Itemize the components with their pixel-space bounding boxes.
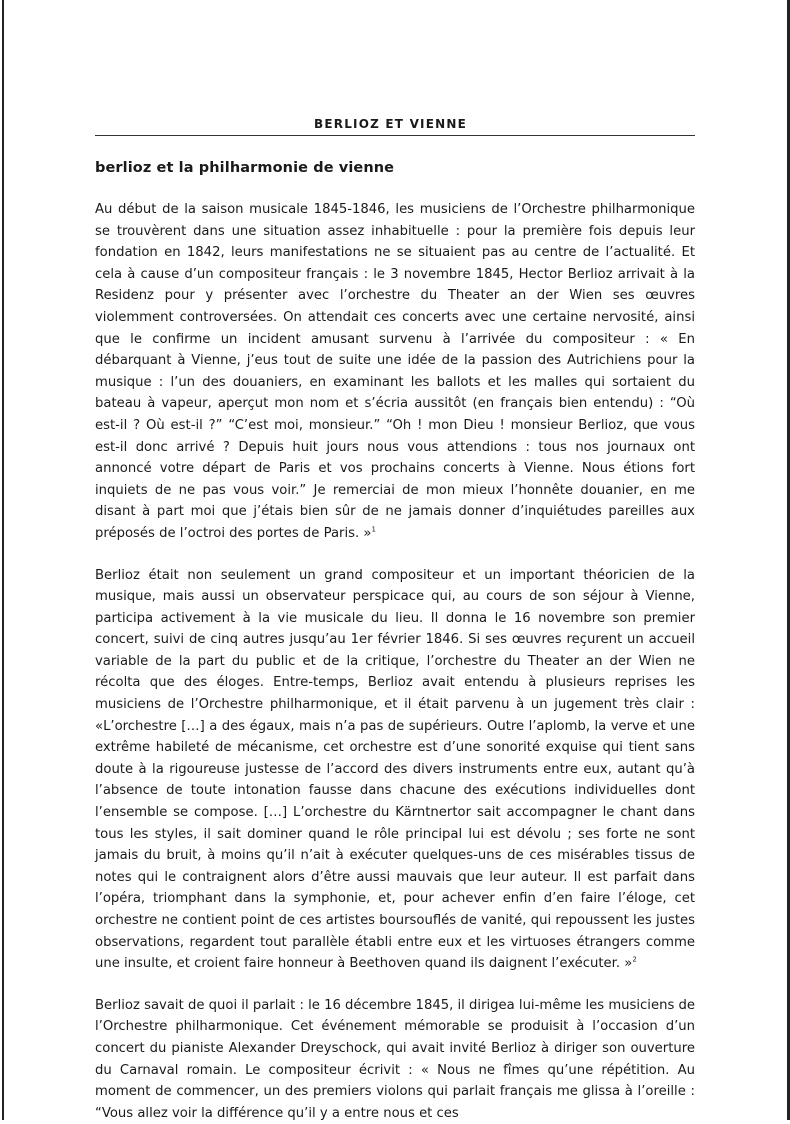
header-rule bbox=[95, 135, 695, 136]
footnote-ref-1: 1 bbox=[371, 525, 376, 534]
paragraph-3-text: Berlioz savait de quoi il parlait : le 16 décembre 1845, il dirigea lui-même les musiciens de l’Orchestre philharmonique. Cet événement mémorable se produisit à l’occasion d’un concert du pianiste Alexander Dreyschock, qui avait invité Berlioz à diriger son ouverture du Carnaval romain. Le compositeur écrivit : « Nous ne fîmes qu’une répétition. Au moment de commencer, un des premiers violons qui parlait français me glissa à l’oreille : “Vous allez voir la différence qu’il y a entre nous et ces bbox=[95, 997, 695, 1121]
running-header-title: BERLIOZ ET VIENNE bbox=[314, 117, 467, 131]
paragraph-1 bbox=[95, 199, 695, 545]
section-title: berlioz et la philharmonie de vienne bbox=[95, 160, 395, 176]
body-text bbox=[95, 199, 695, 1124]
paragraph-2 bbox=[95, 565, 695, 975]
paragraph-1-text: Au début de la saison musicale 1845-1846, les musiciens de l’Orchestre philharmonique se trouvèrent dans une situation assez inhabituelle : pour la première fois depuis leur fondation en 1842, leurs manifestations ne se situaient pas au centre de l’actualité. Et cela à cause d’un compositeur français : le 3 novembre 1845, Hector Berlioz arrivait à la Residenz pour y présenter avec l’orchestre du Theater an der Wien ses œuvres violemment controversées. On attendait ces concerts avec une certaine nervosité, ainsi que le confirme un incident amusant survenu à l’arrivée du compositeur : « En débarquant à Vienne, j’eus tout de suite une idée de la passion des Autrichiens pour la musique : l’un des douaniers, en examinant les ballots et les malles qui sortaient du bateau à vapeur, aperçut mon nom et s’écria aussitôt (en français bien entendu) : “Où est-il ? Où est-il ?” “C’est moi, monsieur.” “Oh ! mon Dieu ! monsieur Berlioz, que vous est-il donc arrivé ? Depuis huit jours nous vous attendions : tous nos journaux ont annoncé votre départ de Paris et vos prochains concerts à Vienne. Nous étions fort inquiets de ne pas vous voir.” Je remerciai de mon mieux l’honnête douanier, en me disant à part moi que j’étais bien sûr de ne jamais donner d’inquiétudes pareilles aux préposés de l’octroi des portes de Paris. » bbox=[95, 202, 695, 541]
footnote-ref-2: 2 bbox=[632, 955, 637, 964]
paragraph-2-text: Berlioz était non seulement un grand compositeur et un important théoricien de la musique, mais aussi un observateur perspicace qui, au cours de son séjour à Vienne, participa activement à la vie musicale du lieu. Il donna le 16 novembre son premier concert, suivi de cinq autres jusqu’au 1er février 1846. Si ses œuvres reçurent un accueil variable de la part du public et de la critique, l’orchestre du Theater an der Wien ne récolta que des éloges. Entre-temps, Berlioz avait entendu à plusieurs reprises les musiciens de l’Orchestre philharmonique, et il était parvenu à un jugement très clair : «L’orchestre […] a des égaux, mais n’a pas de supérieurs. Outre l’aplomb, la verve et une extrême habileté de mécanisme, cet orchestre est d’une sonorité exquise qui tient sans doute à la rigoureuse justesse de l’accord des divers instruments entre eux, autant qu’à l’absence de toute intonation fausse dans chacune des exécutions individuelles dont l’ensemble se compose. […] L’orchestre du Kärntnertor sait accompagner le chant dans tous les styles, il sait dominer quand le rôle principal lui est dévolu ; ses forte ne sont jamais du bruit, à moins qu’il n’ait à exécuter quelques-uns de ces misérables tissus de notes qui le contraignent alors d’être aussi mauvais que leur auteur. Il est parfait dans l’opéra, triomphant dans la symphonie, et, pour achever enfin d’en faire l’éloge, cet orchestre ne contient point de ces artistes boursouflés de vanité, qui repoussent les justes observations, regardent tout parallèle établi entre eux et les virtuoses étrangers comme une insulte, et croient faire honneur à Beethoven quand ils daignent l’exécuter. » bbox=[95, 567, 695, 972]
paragraph-3 bbox=[95, 995, 695, 1124]
page-left-edge bbox=[2, 0, 4, 1120]
